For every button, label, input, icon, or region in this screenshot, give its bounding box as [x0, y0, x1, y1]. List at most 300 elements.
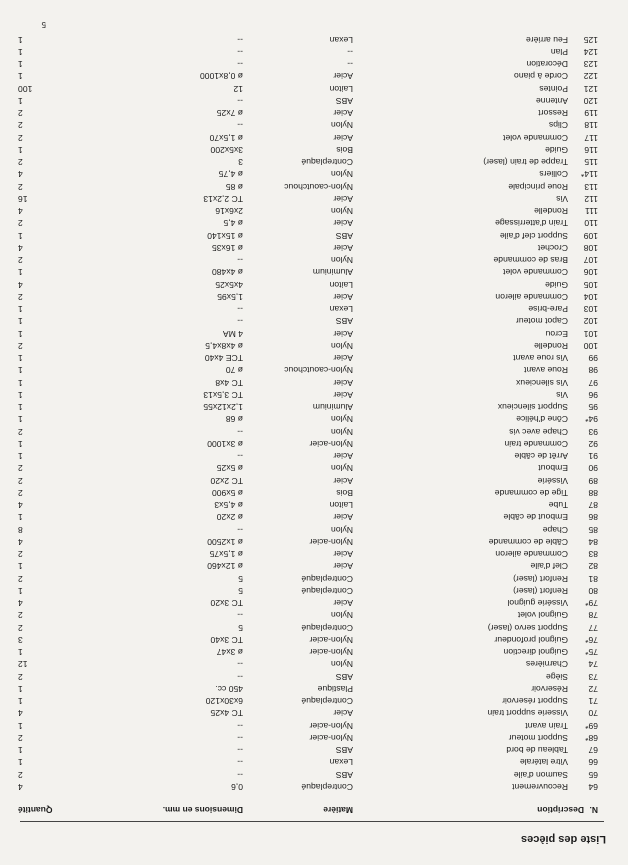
part-quantity: 4: [18, 598, 23, 609]
part-material: Contreplaqué: [301, 586, 353, 596]
part-number: 74: [588, 659, 598, 670]
part-dimensions: --: [237, 757, 243, 768]
part-number: 113: [584, 181, 598, 192]
part-material: Nylon-caoutchouc: [284, 181, 353, 192]
table-row: [0, 352, 628, 364]
part-dimensions: 1,2x12x55: [203, 402, 243, 413]
part-material: Nylon: [331, 463, 353, 474]
part-quantity: 2: [18, 132, 23, 143]
part-dimensions: --: [237, 451, 243, 462]
table-row: [0, 413, 628, 425]
part-description: Guide: [545, 145, 568, 155]
part-dimensions: ø 4x8x4,5: [205, 341, 243, 351]
part-material: --: [347, 59, 353, 70]
part-description: Siège: [546, 671, 568, 682]
part-material: Acier: [333, 108, 353, 119]
part-number: 120: [583, 96, 598, 106]
part-number: 65: [588, 769, 598, 780]
part-quantity: 16: [18, 194, 28, 204]
table-row: [0, 781, 628, 793]
table-row: [0, 683, 628, 695]
part-quantity: 4: [18, 169, 23, 180]
part-quantity: 1: [18, 267, 23, 278]
part-description: Chape: [542, 524, 568, 535]
table-row: [0, 511, 628, 523]
part-material: Nylon: [331, 120, 353, 131]
part-material: Plastique: [317, 684, 353, 694]
part-material: ABS: [335, 745, 353, 756]
part-number: 71: [588, 696, 598, 707]
part-number: 123: [583, 59, 598, 70]
part-quantity: 1: [18, 451, 23, 462]
table-row: [0, 119, 628, 131]
part-description: Bras de commande: [493, 255, 568, 266]
table-row: [0, 242, 628, 254]
part-material: Nylon-acier: [309, 733, 353, 743]
part-description: Commande train: [504, 439, 568, 449]
table-row: [0, 217, 628, 229]
part-dimensions: 4 MA: [222, 328, 243, 339]
table-row: [0, 144, 628, 156]
part-quantity: 1: [18, 439, 23, 449]
table-row: [0, 107, 628, 119]
part-number: 94*: [585, 414, 598, 425]
part-material: Laiton: [329, 83, 353, 94]
part-dimensions: 1,5x95: [217, 292, 243, 302]
part-quantity: 2: [18, 108, 23, 119]
part-dimensions: ø 68: [225, 414, 243, 425]
part-description: Train avant: [525, 720, 568, 731]
part-material: Nylon: [331, 524, 353, 535]
part-dimensions: TC 4x8: [215, 377, 243, 388]
part-dimensions: 5: [238, 573, 243, 584]
part-dimensions: --: [237, 316, 243, 327]
table-row: [0, 291, 628, 303]
table-row: [0, 597, 628, 609]
part-quantity: 1: [18, 512, 23, 523]
part-quantity: 2: [18, 573, 23, 584]
part-material: Lexan: [329, 304, 353, 315]
part-dimensions: ø 5x900: [211, 488, 243, 498]
part-dimensions: ø 4,75: [218, 169, 243, 180]
part-description: Chape avec vis: [509, 426, 568, 437]
table-row: [0, 622, 628, 634]
part-number: 114*: [580, 169, 598, 180]
part-quantity: 2: [18, 292, 23, 302]
part-number: 104: [583, 292, 598, 302]
part-material: Acier: [333, 194, 353, 204]
part-number: 112: [584, 194, 598, 204]
part-quantity: 1: [18, 402, 23, 413]
table-row: [0, 132, 628, 144]
table-row: [0, 230, 628, 242]
part-quantity: 2: [18, 341, 23, 351]
part-material: Nylon-caoutchouc: [284, 365, 353, 376]
part-quantity: 1: [18, 414, 23, 425]
part-quantity: 1: [18, 745, 23, 756]
part-number: 111: [584, 206, 598, 217]
table-row: [0, 450, 628, 462]
part-quantity: 1: [18, 720, 23, 731]
part-dimensions: --: [237, 659, 243, 670]
part-material: Nylon: [331, 169, 353, 180]
part-quantity: 2: [18, 218, 23, 229]
part-number: 77: [588, 622, 598, 633]
part-dimensions: --: [237, 255, 243, 266]
part-dimensions: --: [237, 426, 243, 437]
part-material: ABS: [335, 769, 353, 780]
part-material: Nylon-acier: [309, 635, 353, 645]
table-row: [0, 70, 628, 82]
part-number: 79*: [585, 598, 598, 609]
part-dimensions: --: [237, 47, 243, 57]
part-number: 83: [588, 549, 598, 560]
part-description: Guignol direction: [503, 647, 568, 658]
table-row: [0, 377, 628, 389]
table-row: [0, 671, 628, 683]
part-quantity: 2: [18, 463, 23, 474]
part-quantity: 1: [18, 96, 23, 106]
part-number: 100: [583, 341, 598, 351]
part-material: Bois: [336, 488, 353, 498]
part-quantity: 2: [18, 769, 23, 780]
part-dimensions: ø 85: [225, 181, 243, 192]
table-row: [0, 83, 628, 95]
part-quantity: 1: [18, 328, 23, 339]
part-number: 73: [588, 671, 598, 682]
part-number: 116: [584, 145, 598, 155]
table-row: [0, 328, 628, 340]
part-number: 69*: [585, 720, 598, 731]
part-dimensions: ø 15x140: [207, 230, 243, 241]
part-description: Vitre latérale: [519, 757, 568, 768]
part-dimensions: ø 12x460: [207, 561, 243, 572]
part-description: Pointes: [539, 83, 568, 94]
part-quantity: 4: [18, 500, 23, 511]
part-description: Guignol profondeur: [494, 635, 568, 645]
part-description: Embout: [538, 463, 568, 474]
part-dimensions: 2x6x16: [215, 206, 243, 217]
part-number: 85: [588, 524, 598, 535]
part-quantity: 1: [18, 59, 23, 70]
part-quantity: 4: [18, 206, 23, 217]
part-description: Vis: [556, 390, 568, 400]
part-number: 67: [588, 745, 598, 756]
part-dimensions: 4x5x25: [215, 279, 243, 290]
table-row: [0, 744, 628, 756]
part-dimensions: ø 1,5x70: [209, 132, 243, 143]
part-dimensions: --: [237, 720, 243, 731]
table-row: [0, 732, 628, 744]
table-row: [0, 499, 628, 511]
part-material: Acier: [333, 512, 353, 523]
part-quantity: 1: [18, 353, 23, 364]
part-description: Vissérie: [537, 475, 568, 486]
part-description: Décoration: [526, 59, 568, 70]
part-number: 78: [588, 610, 598, 621]
part-material: Acier: [333, 549, 353, 560]
part-dimensions: --: [237, 120, 243, 131]
part-dimensions: 3x5x200: [210, 145, 243, 155]
table-row: [0, 156, 628, 168]
table-row: [0, 181, 628, 193]
part-description: Support moteur: [508, 733, 568, 743]
header-rule: [20, 821, 604, 822]
part-quantity: 1: [18, 696, 23, 707]
part-dimensions: --: [237, 96, 243, 106]
part-number: 107: [583, 255, 598, 266]
part-number: 108: [583, 243, 598, 253]
part-description: Support clef d'aile: [499, 230, 568, 241]
part-number: 87: [588, 500, 598, 511]
part-material: Acier: [333, 377, 353, 388]
header-description: Description: [537, 805, 584, 815]
part-material: Laiton: [329, 279, 353, 290]
table-row: [0, 560, 628, 572]
part-description: Vis silencieux: [516, 377, 568, 388]
page-title: Liste des pièces: [521, 833, 606, 845]
part-description: Support réservoir: [502, 696, 568, 707]
part-material: Acier: [333, 451, 353, 462]
part-description: Clips: [548, 120, 568, 131]
part-material: Aluminium: [312, 402, 353, 413]
table-row: [0, 254, 628, 266]
part-number: 89: [588, 475, 598, 486]
part-number: 90: [588, 463, 598, 474]
part-material: Contreplaqué: [301, 622, 353, 633]
table-row: [0, 46, 628, 58]
part-material: Nylon-acier: [309, 720, 353, 731]
part-quantity: 8: [18, 524, 23, 535]
part-description: Train d'atterrissage: [495, 218, 568, 229]
part-dimensions: TC 3x40: [210, 635, 243, 645]
part-number: 91: [588, 451, 598, 462]
table-row: [0, 193, 628, 205]
part-quantity: 3: [18, 635, 23, 645]
part-material: Contreplaqué: [301, 157, 353, 168]
part-description: Commande aileron: [495, 549, 568, 560]
part-description: Câble de commande: [488, 537, 568, 547]
part-material: Lexan: [329, 34, 353, 45]
part-description: Charnières: [525, 659, 568, 670]
part-material: Nylon: [331, 206, 353, 217]
part-number: 72: [588, 684, 598, 694]
table-row: [0, 658, 628, 670]
part-material: Contreplaqué: [301, 782, 353, 792]
part-material: Acier: [333, 598, 353, 609]
part-dimensions: ø 4x480: [211, 267, 243, 278]
part-material: Nylon-acier: [309, 537, 353, 547]
part-quantity: 4: [18, 782, 23, 792]
part-dimensions: ø 7x25: [216, 108, 243, 119]
table-row: [0, 585, 628, 597]
part-description: Feu arrière: [525, 34, 568, 45]
part-dimensions: 0,6: [231, 782, 243, 792]
part-material: Acier: [333, 561, 353, 572]
table-row: [0, 475, 628, 487]
part-quantity: 2: [18, 426, 23, 437]
part-quantity: 1: [18, 757, 23, 768]
part-description: Rondelle: [534, 206, 568, 217]
part-number: 110: [584, 218, 598, 229]
table-row: [0, 266, 628, 278]
part-quantity: 1: [18, 230, 23, 241]
part-dimensions: TC 3,5x13: [203, 390, 243, 400]
part-quantity: 2: [18, 671, 23, 682]
part-dimensions: ø 1x2500: [207, 537, 243, 547]
table-row: [0, 720, 628, 732]
part-quantity: 2: [18, 549, 23, 560]
part-dimensions: 12: [233, 83, 243, 94]
part-dimensions: ø 16x35: [211, 243, 243, 253]
part-number: 81: [588, 573, 598, 584]
part-dimensions: ø 0,8x1000: [200, 71, 243, 82]
part-description: Recouvrement: [512, 782, 568, 792]
part-number: 125: [583, 34, 598, 45]
part-description: Visserie support train: [487, 708, 568, 719]
part-number: 103: [583, 304, 598, 315]
part-description: Ecrou: [545, 328, 568, 339]
part-quantity: 2: [18, 733, 23, 743]
part-number: 101: [583, 328, 598, 339]
part-number: 106: [583, 267, 598, 278]
part-material: Nylon: [331, 426, 353, 437]
table-row: [0, 303, 628, 315]
part-material: Nylon-acier: [309, 439, 353, 449]
table-row: [0, 438, 628, 450]
part-number: 117: [584, 132, 598, 143]
part-material: Acier: [333, 243, 353, 253]
part-material: ABS: [335, 96, 353, 106]
part-description: Trappe de train (laser): [483, 157, 568, 168]
part-material: Contreplaqué: [301, 573, 353, 584]
part-material: Nylon: [331, 659, 353, 670]
part-number: 84: [588, 537, 598, 547]
part-quantity: 2: [18, 157, 23, 168]
part-description: Clef d'aile: [530, 561, 568, 572]
part-number: 80: [588, 586, 598, 596]
part-description: Renfort (laser): [513, 586, 568, 596]
part-quantity: 1: [18, 684, 23, 694]
part-description: Roue avant: [524, 365, 568, 376]
table-row: [0, 536, 628, 548]
part-number: 86: [588, 512, 598, 523]
part-quantity: 1: [18, 304, 23, 315]
part-number: 109: [583, 230, 598, 241]
part-number: 66: [588, 757, 598, 768]
part-number: 102: [583, 316, 598, 327]
table-row: [0, 756, 628, 768]
table-row: [0, 315, 628, 327]
table-row: [0, 340, 628, 352]
part-dimensions: ø 2x20: [216, 512, 243, 523]
part-quantity: 2: [18, 488, 23, 498]
part-material: Acier: [333, 353, 353, 364]
part-description: Embout de câble: [503, 512, 568, 523]
part-description: Antenne: [535, 96, 568, 106]
part-material: Acier: [333, 708, 353, 719]
part-description: Roue principale: [508, 181, 568, 192]
part-material: Bois: [336, 145, 353, 155]
table-row: [0, 646, 628, 658]
part-material: Nylon: [331, 414, 353, 425]
table-row: [0, 524, 628, 536]
part-quantity: 4: [18, 243, 23, 253]
part-dimensions: ø 4,5x3: [214, 500, 243, 511]
part-quantity: 1: [18, 365, 23, 376]
part-description: Réservoir: [531, 684, 568, 694]
part-description: Tableau de bord: [506, 745, 568, 756]
part-dimensions: --: [237, 745, 243, 756]
table-row: [0, 609, 628, 621]
part-material: Aluminium: [312, 267, 353, 278]
part-quantity: 2: [18, 255, 23, 266]
part-material: Acier: [333, 218, 353, 229]
part-dimensions: ø 3x47: [216, 647, 243, 658]
part-quantity: 1: [18, 647, 23, 658]
part-quantity: 1: [18, 47, 23, 57]
part-material: Acier: [333, 132, 353, 143]
part-number: 97: [588, 377, 598, 388]
part-quantity: 12: [18, 659, 28, 670]
part-number: 121: [583, 83, 598, 94]
part-dimensions: --: [237, 524, 243, 535]
table-row: [0, 205, 628, 217]
part-dimensions: ø 70: [225, 365, 243, 376]
part-material: Laiton: [329, 500, 353, 511]
part-material: Contreplaqué: [301, 696, 353, 707]
table-row: [0, 634, 628, 646]
part-description: Guignol volet: [517, 610, 568, 621]
part-number: 95: [588, 402, 598, 413]
part-dimensions: --: [237, 34, 243, 45]
part-dimensions: 5: [238, 622, 243, 633]
part-quantity: 100: [18, 83, 33, 94]
part-description: Commande volet: [503, 267, 568, 278]
part-number: 75*: [585, 647, 598, 658]
part-quantity: 1: [18, 316, 23, 327]
part-quantity: 2: [18, 181, 23, 192]
part-quantity: 4: [18, 279, 23, 290]
part-dimensions: TC 3x20: [210, 598, 243, 609]
part-description: Plan: [550, 47, 568, 57]
table-row: [0, 707, 628, 719]
part-dimensions: TCE 4x40: [204, 353, 243, 364]
part-number: 76*: [585, 635, 598, 645]
part-dimensions: ø 1,5x75: [209, 549, 243, 560]
part-dimensions: ø 5x25: [216, 463, 243, 474]
part-number: 115: [584, 157, 598, 168]
part-number: 70: [588, 708, 598, 719]
table-row: [0, 401, 628, 413]
header-dimensions: Dimensions en mm.: [162, 805, 243, 815]
part-description: Ressort: [538, 108, 568, 119]
part-description: Crochet: [537, 243, 568, 253]
page-number: 5: [41, 20, 46, 29]
table-row: [0, 487, 628, 499]
part-number: 124: [583, 47, 598, 57]
part-description: Capot moteur: [515, 316, 568, 327]
table-row: [0, 462, 628, 474]
part-dimensions: 6x30x120: [205, 696, 243, 707]
header-number: N.: [589, 805, 598, 815]
part-number: 93: [588, 426, 598, 437]
part-material: ABS: [335, 671, 353, 682]
part-dimensions: --: [237, 769, 243, 780]
part-quantity: 1: [18, 71, 23, 82]
part-material: ABS: [335, 230, 353, 241]
table-row: [0, 95, 628, 107]
